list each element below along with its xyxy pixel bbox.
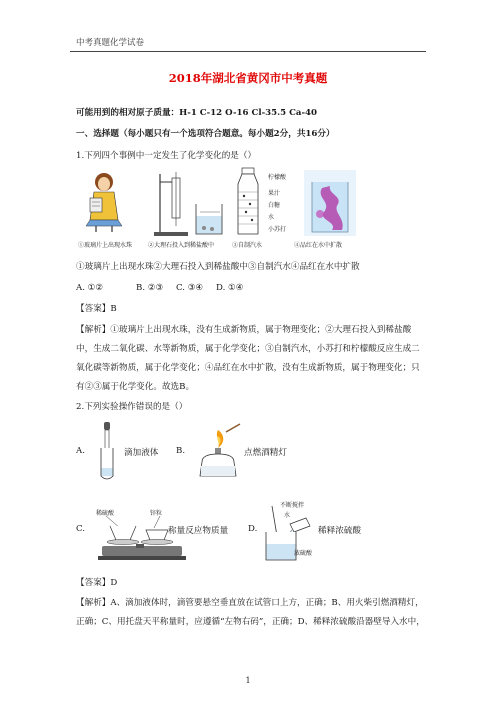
atomic-mass-values: H-1 C-12 O-16 Cl-35.5 Ca-40 [179, 108, 318, 118]
caption-4: ④品红在水中扩散 [294, 242, 343, 249]
bottle-label-sugar: 白糖 [268, 202, 281, 209]
q2-option-b-letter: B. [176, 446, 186, 456]
page-header: 中考真题化学试卷 [76, 38, 145, 48]
atomic-mass-label: 可能用到的相对原子质量： [76, 108, 180, 118]
caption-1: ①玻璃片上出现水珠 [78, 242, 133, 249]
q1-option-d: D. ①④ [216, 283, 244, 293]
q2-option-d-letter: D. [248, 524, 258, 534]
caption-2: ②大理石投入到稀盐酸中 [148, 242, 215, 249]
q2-answer: 【答案】D [76, 578, 118, 588]
q2-option-c-letter: C. [76, 524, 86, 534]
figure-drop-liquid [94, 420, 120, 482]
q2-option-c-text: 称量反应物质量 [168, 526, 229, 536]
section-heading: 一、选择题（每小题只有一个选项符合题意。每小题2分，共16分） [76, 129, 335, 139]
label-keep-stirring: 不断搅拌 [280, 502, 305, 509]
q2-option-b-text: 点燃酒精灯 [244, 448, 287, 458]
q1-option-a: A. ①② [76, 283, 104, 293]
figure-glass-water [82, 168, 132, 238]
q1-analysis: 【解析】①玻璃片上出现水珠，没有生成新物质，属于物理变化；②大理石投入到稀盐酸中，生成二氧化碳、水等新物质，属于化学变化；③自制汽水，小苏打和柠檬酸反应生成二氧化碳等新物质，属于化学变化；④品红在水中扩散，没有生成新物质，属于物理变化；只有②③属于化学变化。故选B。 [76, 325, 420, 392]
question-2-stem: 2.下列实验操作错误的是（） [76, 402, 188, 412]
bottle-label-baking-soda: 小苏打 [268, 226, 287, 233]
figure-balance [96, 514, 188, 562]
header-divider [70, 51, 426, 52]
label-zinc-granules: 锌粒 [150, 510, 163, 517]
page-number: 1 [245, 676, 251, 685]
label-conc-sulfuric-acid: 浓硫酸 [294, 550, 313, 557]
q1-option-c: C. ③④ [176, 283, 204, 293]
q1-answer: 【答案】B [76, 304, 117, 314]
q2-option-d-text: 稀释浓硫酸 [318, 526, 361, 536]
figure-marble-acid [150, 168, 226, 240]
exam-title: 2018年湖北省黄冈市中考真题 [168, 71, 328, 85]
q2-option-a-letter: A. [76, 446, 85, 456]
bottle-label-water: 水 [268, 214, 275, 221]
figure-dye-diffusion [302, 168, 358, 238]
figure-alcohol-lamp [196, 422, 244, 480]
figure-soda-bottle [232, 166, 266, 238]
q2-analysis: 【解析】A、滴加液体时，滴管要悬空垂直放在试管口上方，正确；B、用火柴引燃酒精灯，正确；C、用托盘天平称量时，应遵循“左物右码”，正确；D、稀释浓硫酸沿器壁导入水中， [76, 598, 425, 627]
label-water: 水 [284, 512, 291, 519]
atomic-mass-line [76, 108, 317, 119]
q2-option-a-text: 滴加液体 [124, 448, 159, 458]
caption-3: ③自制汽水 [232, 242, 263, 249]
question-1-stem: 1.下列四个事例中一定发生了化学变化的是（） [76, 151, 257, 161]
q1-option-b: B. ②③ [136, 283, 164, 293]
bottle-label-juice: 果汁 [268, 190, 281, 197]
question-1-items: ①玻璃片上出现水珠②大理石投入到稀盐酸中③自制汽水④品红在水中扩散 [76, 262, 360, 272]
label-dilute-sulfuric-acid: 稀硫酸 [96, 510, 115, 517]
bottle-label-lemon-acid: 柠檬酸 [268, 174, 287, 181]
